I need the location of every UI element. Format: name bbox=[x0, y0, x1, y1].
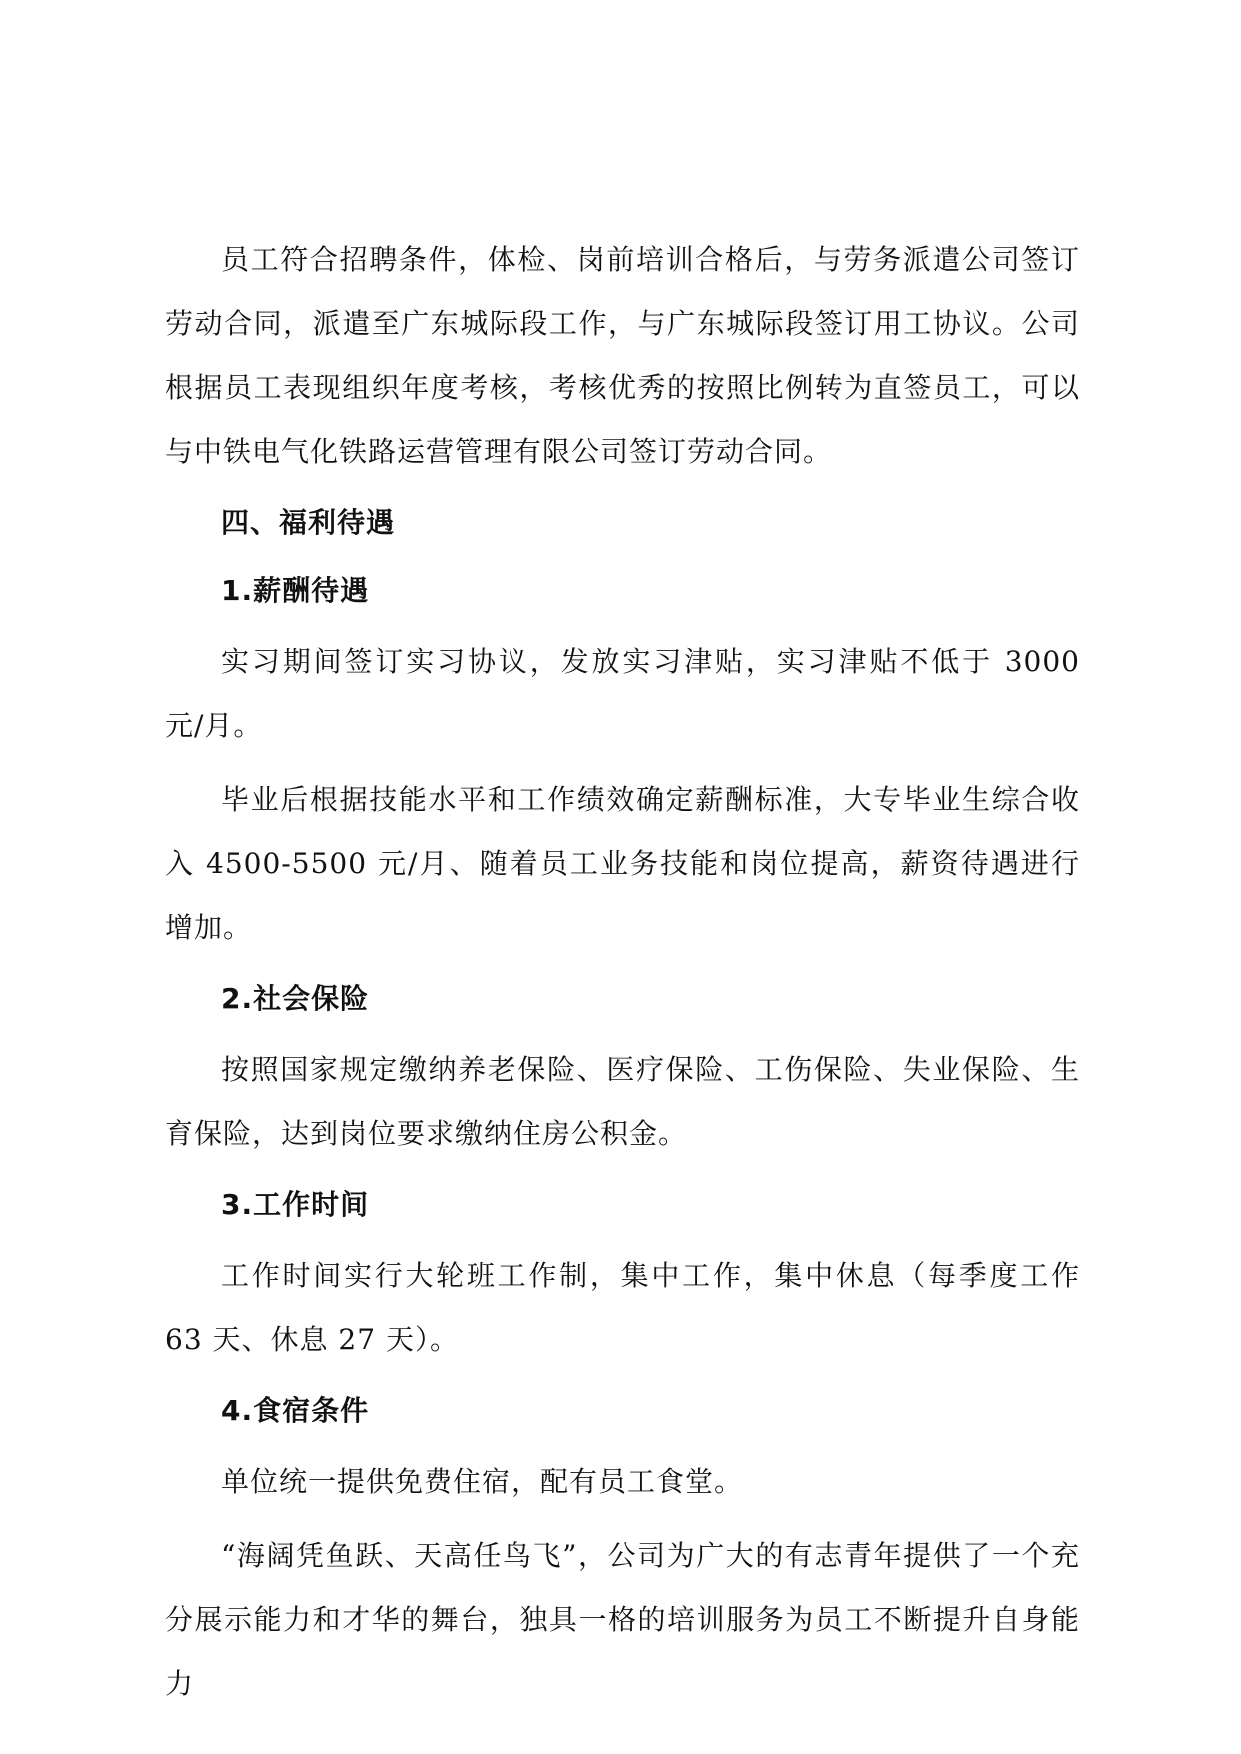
subheading-board-lodging: 4.食宿条件 bbox=[221, 1394, 370, 1427]
board-lodging-paragraph: 单位统一提供免费住宿，配有员工食堂。 bbox=[221, 1465, 744, 1498]
subheading-work-hours: 3.工作时间 bbox=[221, 1188, 370, 1221]
social-insurance-paragraph: 按照国家规定缴纳养老保险、医疗保险、工伤保险、失业保险、生育保险，达到岗位要求缴纳住房公积金。 bbox=[165, 1053, 1080, 1150]
document-page bbox=[165, 228, 1080, 1726]
subheading-social-insurance: 2.社会保险 bbox=[221, 982, 370, 1015]
closing-paragraph: “海阔凭鱼跃、天高任鸟飞”，公司为广大的有志青年提供了一个充分展示能力和才华的舞台，独具一格的培训服务为员工不断提升自身能力 bbox=[165, 1539, 1080, 1700]
intro-paragraph: 员工符合招聘条件，体检、岗前培训合格后，与劳务派遣公司签订劳动合同，派遣至广东城际段工作，与广东城际段签订用工协议。公司根据员工表现组织年度考核，考核优秀的按照比例转为直签员工，可以与中铁电气化铁路运营管理有限公司签订劳动合同。 bbox=[165, 243, 1080, 468]
work-hours-paragraph: 工作时间实行大轮班工作制，集中工作，集中休息（每季度工作 63 天、休息 27 天）。 bbox=[165, 1259, 1080, 1356]
section-heading-welfare: 四、福利待遇 bbox=[221, 506, 396, 539]
salary-internship-paragraph: 实习期间签订实习协议，发放实习津贴，实习津贴不低于 3000 元/月。 bbox=[165, 645, 1080, 742]
subheading-salary: 1.薪酬待遇 bbox=[221, 574, 370, 607]
salary-graduate-paragraph: 毕业后根据技能水平和工作绩效确定薪酬标准，大专毕业生综合收入 4500-5500 元/月、随着员工业务技能和岗位提高，薪资待遇进行增加。 bbox=[165, 783, 1080, 944]
